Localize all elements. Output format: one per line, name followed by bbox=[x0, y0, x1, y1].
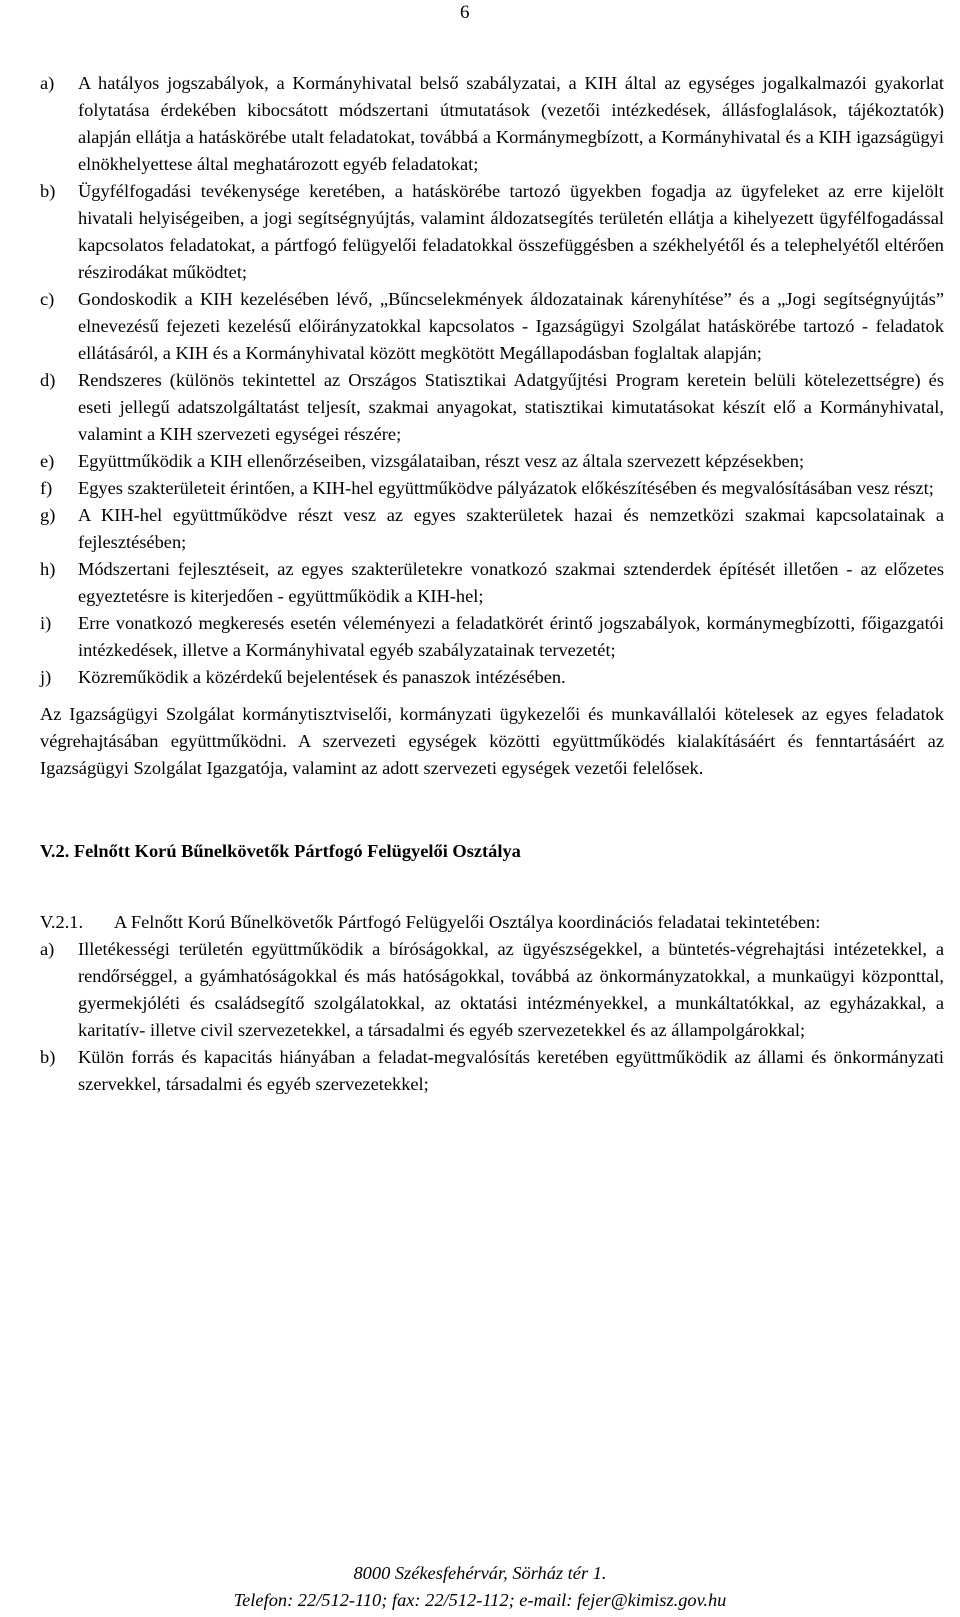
list-item-label: h) bbox=[40, 559, 56, 579]
list-item-label: a) bbox=[40, 73, 55, 93]
list-item-text: Rendszeres (különös tekintettel az Országos Statisztikai Adatgyűjtési Program keretein belüli kötelezettségre) és eseti jellegű adatszolgáltatást teljesít, szakmai anyagokat, statisztikai kimutatásokat készít elő a Kormányhivatal, valamint a KIH szervezeti egységei részére; bbox=[78, 370, 944, 444]
list-item bbox=[40, 610, 944, 664]
list-item-label: i) bbox=[40, 613, 52, 633]
list-item-text: Közreműködik a közérdekű bejelentések és panaszok intézésében. bbox=[78, 667, 566, 687]
list-item bbox=[40, 475, 944, 502]
subsection-number: V.2.1. bbox=[40, 912, 84, 932]
list-item bbox=[40, 936, 944, 1044]
footer-contact: Telefon: 22/512-110; fax: 22/512-112; e-mail: fejer@kimisz.gov.hu bbox=[233, 1590, 727, 1610]
list-item-text: Egyes szakterületeit érintően, a KIH-hel együttműködve pályázatok előkészítésében és megvalósításában vesz részt; bbox=[78, 478, 934, 498]
list-item-text: Erre vonatkozó megkeresés esetén véleményezi a feladatkörét érintő jogszabályok, kormánymegbízotti, főigazgatói intézkedések, illetve a Kormányhivatal egyéb szabályzatainak tervezetét; bbox=[78, 613, 944, 660]
body-paragraph: Az Igazságügyi Szolgálat kormánytisztviselői, kormányzati ügykezelői és munkavállalói kötelesek az egyes feladatok végrehajtásában együttműködni. A szervezeti egységek közötti együttműködés kialakításáért és fenntartásáért az Igazságügyi Szolgálat Igazgatója, valamint az adott szervezeti egységek vezetői felelősek. bbox=[40, 704, 944, 778]
section-heading: V.2. Felnőtt Korú Bűnelkövetők Pártfogó Felügyelői Osztálya bbox=[40, 841, 521, 861]
list-item-label: b) bbox=[40, 181, 56, 201]
list-item bbox=[40, 70, 944, 178]
list-item-text: Illetékességi területén együttműködik a bíróságokkal, az ügyészségekkel, a büntetés-végrehajtási intézetekkel, a rendőrséggel, a gyámhatóságokkal és más hatóságokkal, továbbá az önkormányzatokkal, a munkaügyi központtal, gyermekjóléti és családsegítő szolgálatokkal, az oktatási intézményekkel, a munkáltatókkal, az egyházakkal, a karitatív- illetve civil szervezetekkel, a társadalmi és egyéb szervezetekkel és az állampolgárokkal; bbox=[78, 939, 944, 1040]
list-item-text: Gondoskodik a KIH kezelésében lévő, „Bűncselekmények áldozatainak kárenyhítése” és a „Jogi segítségnyújtás” elnevezésű fejezeti kezelésű előirányzatokkal kapcsolatos - Igazságügyi Szolgálat hatáskörébe tartozó - feladatok ellátásáról, a KIH és a Kormányhivatal között megkötött Megállapodásban foglaltak alapján; bbox=[78, 289, 944, 363]
subsection bbox=[40, 909, 944, 936]
list-item-label: d) bbox=[40, 370, 56, 390]
page-number: 6 bbox=[460, 2, 470, 23]
list-item bbox=[40, 178, 944, 286]
list-item-text: A KIH-hel együttműködve részt vesz az egyes szakterületek hazai és nemzetközi szakmai kapcsolatainak a fejlesztésében; bbox=[78, 505, 944, 552]
list-item-text: Együttműködik a KIH ellenőrzéseiben, vizsgálataiban, részt vesz az általa szervezett képzésekben; bbox=[78, 451, 805, 471]
list-item-text: A hatályos jogszabályok, a Kormányhivatal belső szabályzatai, a KIH által az egységes jogalkalmazói gyakorlat folytatása érdekében kibocsátott módszertani útmutatások (vezetői intézkedések, állásfoglalások, tájékoztatók) alapján ellátja a hatáskörébe utalt feladatokat, továbbá a Kormánymegbízott, a Kormányhivatal és a KIH igazságügyi elnökhelyettese által meghatározott egyéb feladatokat; bbox=[78, 73, 944, 174]
list-item-text: Ügyfélfogadási tevékenysége keretében, a hatáskörébe tartozó ügyekben fogadja az ügyfeleket az erre kijelölt hivatali helyiségeiben, a jogi segítségnyújtás, valamint áldozatsegítés területén ellátja a kihelyezett ügyfélfogadással kapcsolatos feladatokat, a pártfogó felügyelői feladatokkal összefüggésben a székhelyétől és a telephelyétől eltérően részirodákat működtet; bbox=[78, 181, 944, 282]
list-item bbox=[40, 286, 944, 367]
subsection-text: A Felnőtt Korú Bűnelkövetők Pártfogó Felügyelői Osztálya koordinációs feladatai tekintetében: bbox=[114, 912, 821, 932]
list-item bbox=[40, 1044, 944, 1098]
list-item-text: Módszertani fejlesztéseit, az egyes szakterületekre vonatkozó szakmai sztenderdek építését illetően - az előzetes egyeztetésre is kiterjedően - együttműködik a KIH-hel; bbox=[78, 559, 944, 606]
list-item bbox=[40, 664, 944, 691]
list-item-label: b) bbox=[40, 1047, 56, 1067]
list-item bbox=[40, 502, 944, 556]
list-item bbox=[40, 448, 944, 475]
list-item-label: a) bbox=[40, 939, 55, 959]
list-item bbox=[40, 367, 944, 448]
task-list bbox=[40, 70, 944, 691]
list-item-text: Külön forrás és kapacitás hiányában a feladat-megvalósítás keretében együttműködik az állami és önkormányzati szervekkel, társadalmi és egyéb szervezetekkel; bbox=[78, 1047, 944, 1094]
list-item-label: e) bbox=[40, 451, 55, 471]
footer-address: 8000 Székesfehérvár, Sörház tér 1. bbox=[353, 1563, 607, 1583]
list-item-label: f) bbox=[40, 478, 53, 498]
coordination-list bbox=[40, 936, 944, 1098]
list-item-label: j) bbox=[40, 667, 52, 687]
list-item-label: g) bbox=[40, 505, 56, 525]
list-item bbox=[40, 556, 944, 610]
list-item-label: c) bbox=[40, 289, 55, 309]
document-body bbox=[40, 70, 944, 1098]
